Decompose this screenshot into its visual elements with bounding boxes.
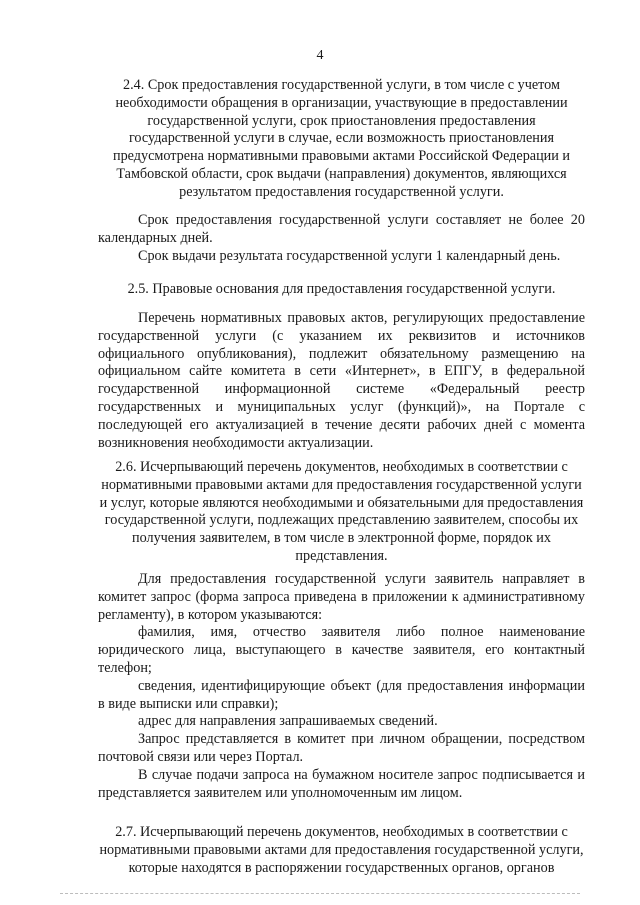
paragraph: фамилия, имя, отчество заявителя либо полное наименование юридического лица, выступающего в качестве заявителя, его контактный телефон; [98, 624, 585, 676]
paragraph: сведения, идентифицирующие объект (для предоставления информации в виде выписки или справки); [98, 677, 585, 712]
section-2-4 [98, 77, 585, 202]
section-2-6 [98, 459, 585, 566]
paragraph: Срок выдачи результата государственной услуги 1 календарный день. [138, 247, 561, 264]
paragraph: Для предоставления государственной услуги заявитель направляет в комитет запрос (форма запроса приведена в приложении к административному регламенту), в котором указываются: [98, 571, 585, 623]
section-heading: 2.6. Исчерпывающий перечень документов, необходимых в соответствии с нормативными правовыми актами для предоставления государственной услуги и услуг, которые являются необходимыми и обязательными для предоставления государственной услуги, подлежащих представлению заявителем, способы их получения заявителем, в том числе в электронной форме, порядок их представления. [99, 459, 584, 564]
section-2-5 [98, 281, 585, 299]
paragraph: адрес для направления запрашиваемых сведений. [138, 713, 438, 730]
paragraph: Перечень нормативных правовых актов, регулирующих предоставление государственной услуги (с указанием их реквизитов и источников официального опубликования), подлежит обязательному размещению на официальном сайте комитета в сети «Интернет», в ЕПГУ, в федеральной государственной информационной системе «Федеральный реестр государственных и муниципальных услуг (функций)», на Портале с последующей его актуализацией в течение десяти рабочих дней с момента возникновения необходимости актуализации. [98, 310, 585, 451]
section-2-7 [98, 824, 585, 877]
paragraph: В случае подачи запроса на бумажном носителе запрос подписывается и представляется заявителем или уполномоченным им лицом. [98, 766, 585, 801]
scan-artifact-line [60, 893, 580, 895]
section-heading: 2.7. Исчерпывающий перечень документов, необходимых в соответствии с нормативными правовыми актами для предоставления государственной услуги, которые находятся в распоряжении государственных органов, органов [99, 824, 584, 876]
paragraph: Запрос представляется в комитет при личном обращении, посредством почтовой связи или через Портал. [98, 731, 585, 765]
page-number: 4 [316, 48, 324, 63]
paragraph: Срок предоставления государственной услуги составляет не более 20 календарных дней. [98, 212, 585, 246]
section-heading: 2.5. Правовые основания для предоставления государственной услуги. [127, 281, 556, 297]
section-heading: 2.4. Срок предоставления государственной услуги, в том числе с учетом необходимости обращения в организации, участвующие в предоставлении государственной услуги, срок приостановления предоставления государственной услуги в случае, если возможность приостановления предусмотрена нормативными правовыми актами Российской Федерации и Тамбовской области, срок выдачи (направления) документов, являющихся результатом предоставления государственной услуги. [112, 77, 571, 200]
section-2-5-body [98, 310, 585, 452]
section-2-6-body [98, 571, 585, 802]
section-2-4-body [98, 212, 585, 265]
